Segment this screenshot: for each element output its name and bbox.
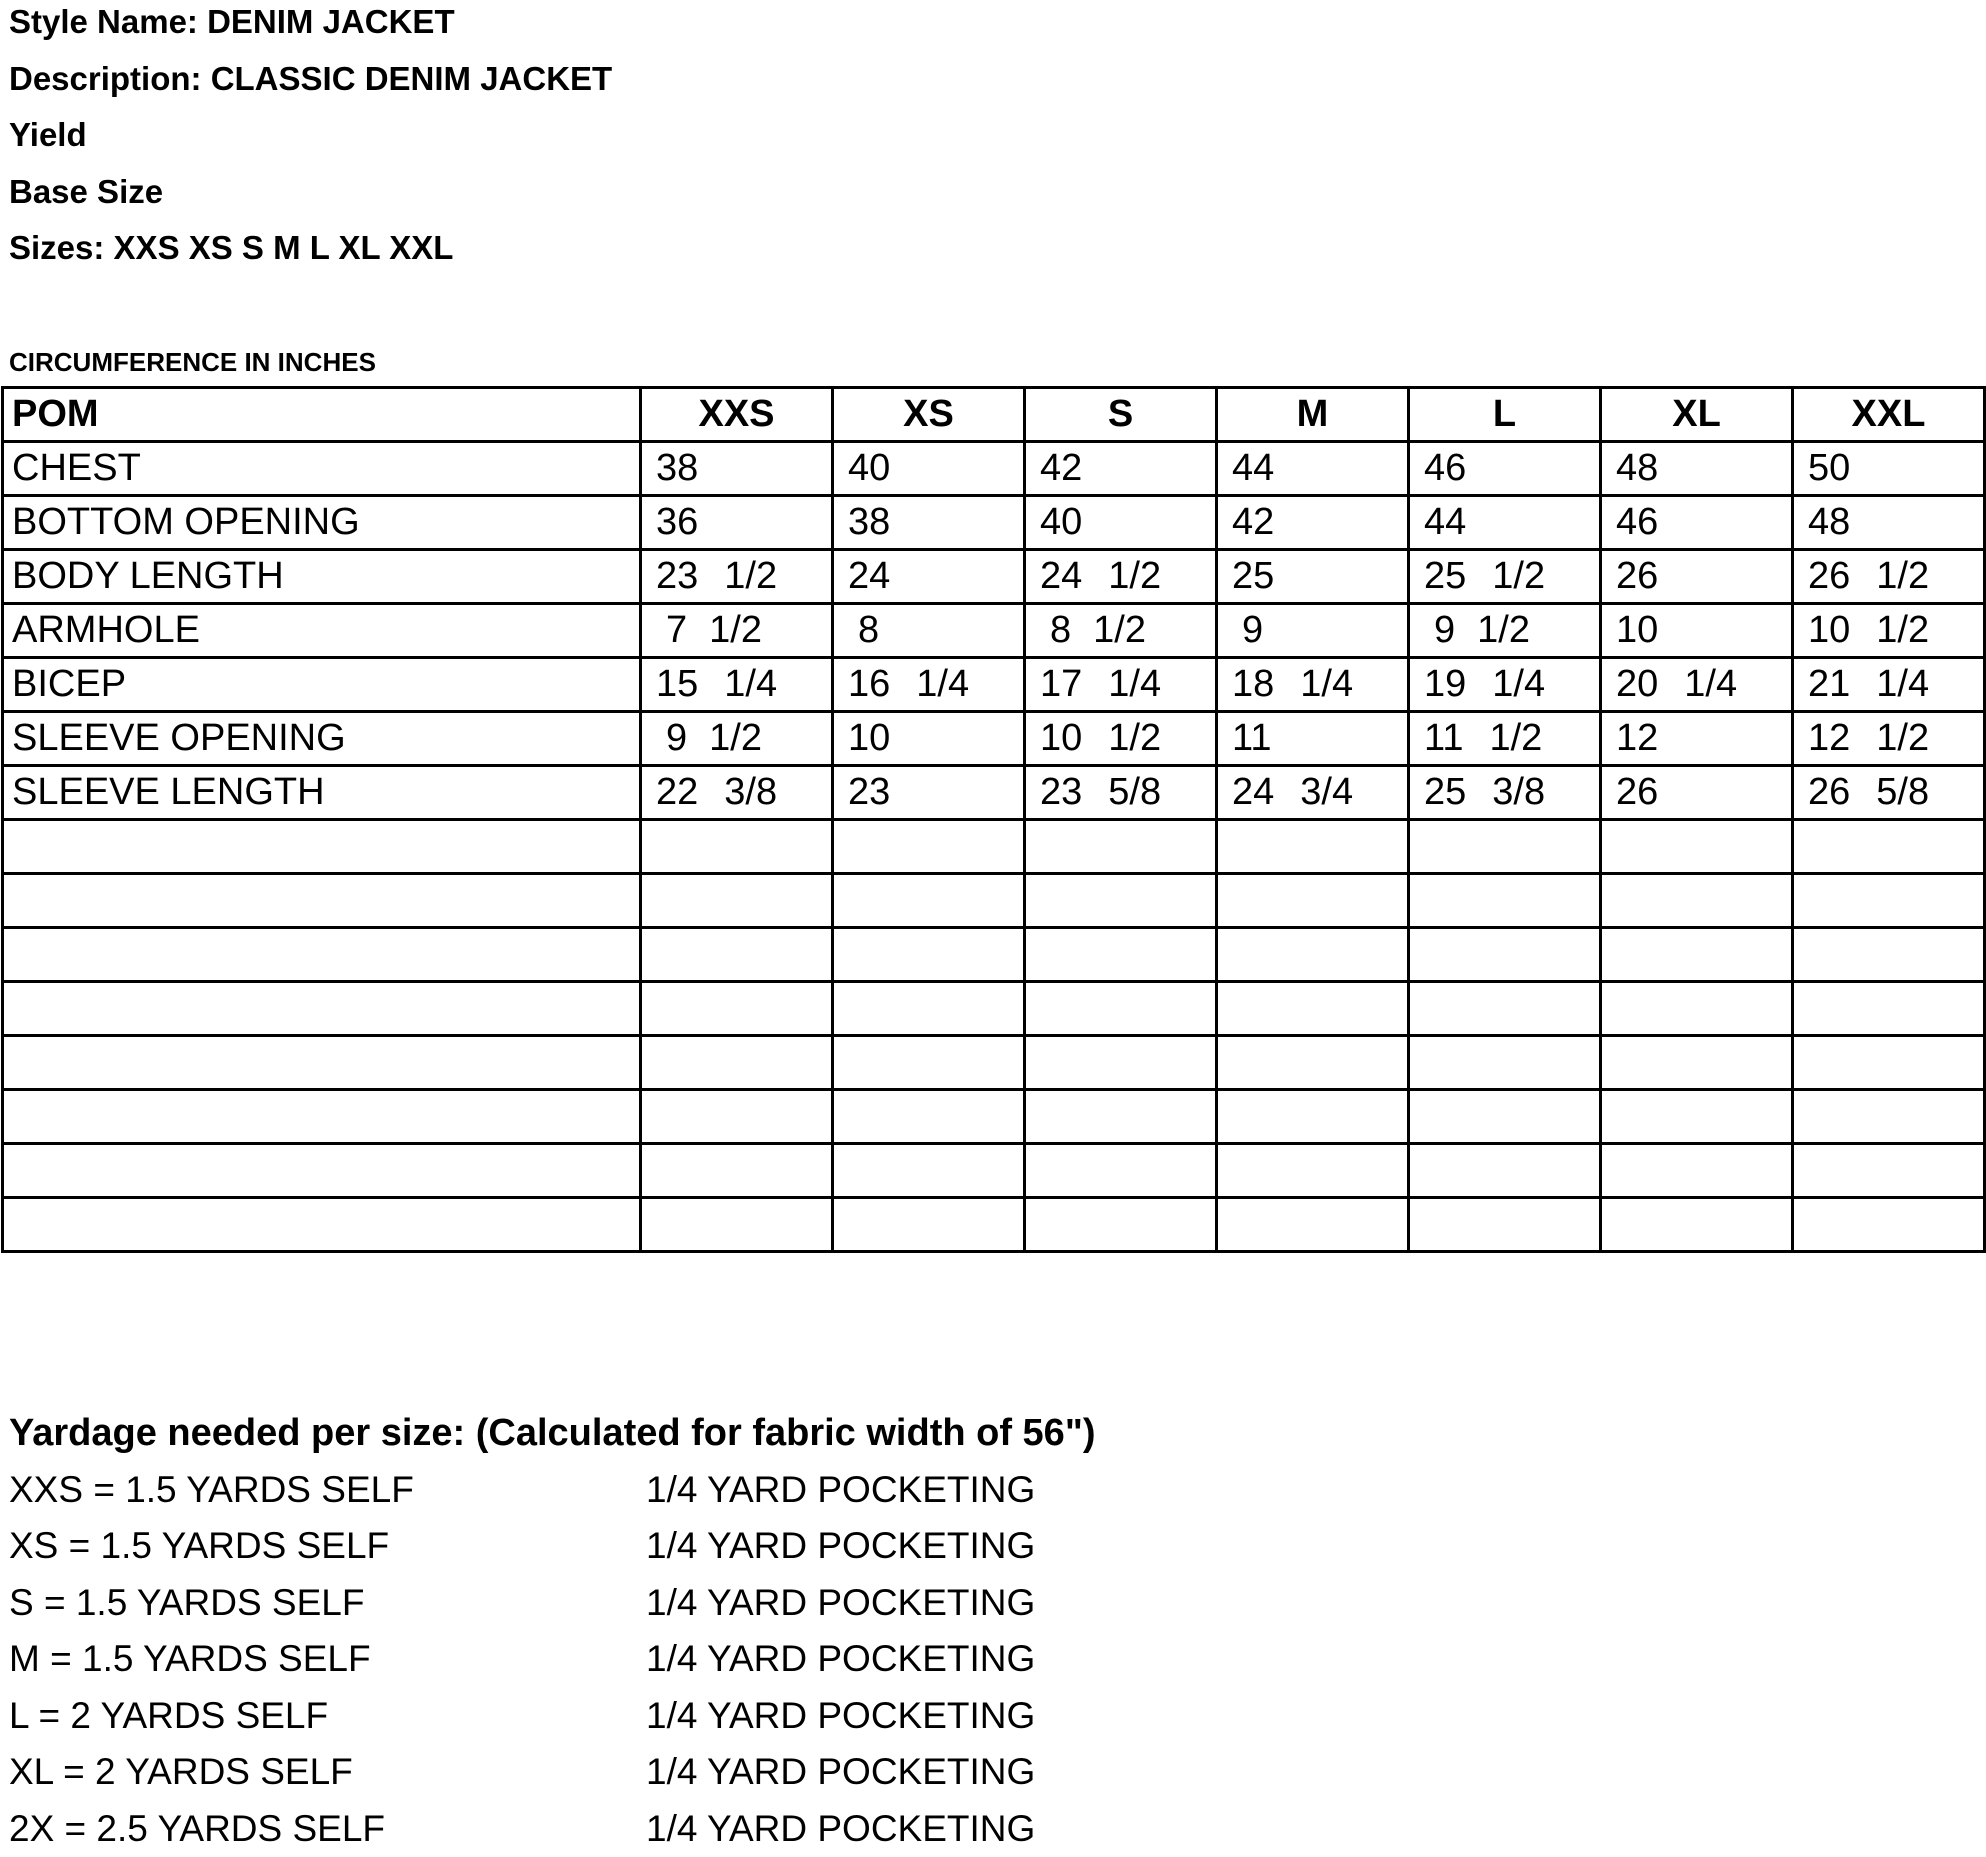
empty-cell bbox=[1793, 820, 1985, 874]
measurement-cell bbox=[1025, 496, 1217, 550]
table-row bbox=[3, 712, 1985, 766]
measurement-whole: 16 bbox=[848, 663, 890, 705]
empty-cell bbox=[1793, 1198, 1985, 1252]
measurement-cell bbox=[641, 442, 833, 496]
measurement-whole: 38 bbox=[656, 447, 698, 489]
column-header-size: L bbox=[1409, 388, 1601, 442]
table-row bbox=[3, 658, 1985, 712]
measurement-cell bbox=[1217, 496, 1409, 550]
table-header-row bbox=[3, 388, 1985, 442]
measurement-cell bbox=[1601, 442, 1793, 496]
measurement-fraction: 1/2 bbox=[1108, 713, 1161, 764]
measurement-whole: 44 bbox=[1424, 501, 1466, 543]
empty-cell bbox=[3, 1090, 641, 1144]
measurement-fraction: 1/2 bbox=[1093, 605, 1146, 656]
measurement-fraction: 1/2 bbox=[1108, 551, 1161, 602]
measurement-cell bbox=[1601, 712, 1793, 766]
empty-cell bbox=[1793, 1036, 1985, 1090]
measurement-whole: 26 bbox=[1808, 771, 1850, 813]
measurement-cell bbox=[1601, 496, 1793, 550]
measurement-fraction: 1/2 bbox=[1876, 713, 1929, 764]
measurement-whole: 22 bbox=[656, 771, 698, 813]
measurement-cell bbox=[1409, 712, 1601, 766]
empty-cell bbox=[1409, 874, 1601, 928]
table-caption: CIRCUMFERENCE IN INCHES bbox=[9, 347, 376, 377]
measurement-cell bbox=[1025, 604, 1217, 658]
measurement-whole: 12 bbox=[1808, 717, 1850, 759]
measurement-cell bbox=[1409, 550, 1601, 604]
empty-cell bbox=[1217, 1090, 1409, 1144]
measurement-fraction: 1/2 bbox=[709, 713, 762, 764]
measurement-cell bbox=[1025, 442, 1217, 496]
empty-cell bbox=[1793, 928, 1985, 982]
empty-cell bbox=[1217, 1036, 1409, 1090]
empty-row bbox=[3, 1198, 1985, 1252]
measurement-cell bbox=[1793, 658, 1985, 712]
measurement-cell bbox=[833, 442, 1025, 496]
measurement-whole: 10 bbox=[1616, 609, 1658, 651]
description: Description: CLASSIC DENIM JACKET bbox=[9, 57, 612, 114]
empty-cell bbox=[1793, 874, 1985, 928]
empty-cell bbox=[833, 1198, 1025, 1252]
table-row bbox=[3, 604, 1985, 658]
measurement-cell bbox=[641, 550, 833, 604]
empty-cell bbox=[641, 1144, 833, 1198]
measurement-whole: 36 bbox=[656, 501, 698, 543]
measurement-whole: 10 bbox=[1040, 717, 1082, 759]
empty-cell bbox=[1601, 1090, 1793, 1144]
yardage-row bbox=[9, 1518, 1096, 1575]
empty-cell bbox=[1217, 820, 1409, 874]
measurement-whole: 50 bbox=[1808, 447, 1850, 489]
measurement-cell bbox=[1217, 604, 1409, 658]
measurement-whole: 26 bbox=[1616, 555, 1658, 597]
measurement-cell bbox=[1025, 766, 1217, 820]
empty-cell bbox=[1793, 1090, 1985, 1144]
self-yardage: M = 1.5 YARDS SELF bbox=[9, 1631, 371, 1687]
empty-cell bbox=[1601, 1036, 1793, 1090]
pocketing-yardage: 1/4 YARD POCKETING bbox=[646, 1744, 1035, 1800]
empty-row bbox=[3, 820, 1985, 874]
measurement-cell bbox=[1217, 550, 1409, 604]
yardage-list bbox=[9, 1462, 1096, 1857]
measurement-whole: 42 bbox=[1232, 501, 1274, 543]
empty-cell bbox=[1409, 1036, 1601, 1090]
empty-cell bbox=[1409, 982, 1601, 1036]
empty-cell bbox=[3, 1144, 641, 1198]
empty-cell bbox=[1409, 1090, 1601, 1144]
empty-cell bbox=[3, 1198, 641, 1252]
measurement-whole: 11 bbox=[1424, 717, 1463, 759]
empty-cell bbox=[1601, 982, 1793, 1036]
measurement-whole: 24 bbox=[1040, 555, 1082, 597]
empty-cell bbox=[3, 1036, 641, 1090]
measurement-fraction: 3/8 bbox=[1492, 767, 1545, 818]
measurement-fraction: 1/4 bbox=[1684, 659, 1737, 710]
measurement-whole: 7 bbox=[666, 609, 687, 651]
empty-cell bbox=[1409, 820, 1601, 874]
empty-row bbox=[3, 982, 1985, 1036]
empty-cell bbox=[1601, 1198, 1793, 1252]
measurement-cell bbox=[833, 658, 1025, 712]
pocketing-yardage: 1/4 YARD POCKETING bbox=[646, 1518, 1035, 1574]
pom-cell: ARMHOLE bbox=[3, 604, 641, 658]
measurement-whole: 26 bbox=[1808, 555, 1850, 597]
empty-cell bbox=[1217, 982, 1409, 1036]
measurement-fraction: 1/2 bbox=[1489, 713, 1542, 764]
measurement-whole: 23 bbox=[1040, 771, 1082, 813]
measurement-whole: 26 bbox=[1616, 771, 1658, 813]
pom-cell: SLEEVE OPENING bbox=[3, 712, 641, 766]
yardage-row bbox=[9, 1631, 1096, 1688]
empty-cell bbox=[641, 874, 833, 928]
measurement-cell bbox=[1217, 766, 1409, 820]
column-header-size: XXL bbox=[1793, 388, 1985, 442]
measurement-cell bbox=[1025, 550, 1217, 604]
measurement-whole: 9 bbox=[666, 717, 687, 759]
self-yardage: L = 2 YARDS SELF bbox=[9, 1688, 328, 1744]
empty-cell bbox=[1409, 1144, 1601, 1198]
empty-cell bbox=[1025, 1036, 1217, 1090]
measurement-cell bbox=[1601, 658, 1793, 712]
yardage-row bbox=[9, 1688, 1096, 1745]
empty-cell bbox=[1025, 1144, 1217, 1198]
pom-cell: BICEP bbox=[3, 658, 641, 712]
empty-cell bbox=[1025, 874, 1217, 928]
empty-cell bbox=[1601, 928, 1793, 982]
yardage-title: Yardage needed per size: (Calculated for fabric width of 56") bbox=[9, 1405, 1096, 1462]
measurement-fraction: 1/4 bbox=[916, 659, 969, 710]
measurement-fraction: 3/8 bbox=[724, 767, 777, 818]
measurement-cell bbox=[641, 496, 833, 550]
empty-cell bbox=[833, 1036, 1025, 1090]
empty-cell bbox=[833, 982, 1025, 1036]
yield-label: Yield bbox=[9, 113, 612, 170]
measurement-cell bbox=[1793, 604, 1985, 658]
measurement-cell bbox=[641, 712, 833, 766]
measurement-whole: 10 bbox=[1808, 609, 1850, 651]
measurement-whole: 46 bbox=[1616, 501, 1658, 543]
measurement-cell bbox=[1217, 658, 1409, 712]
measurement-whole: 9 bbox=[1434, 609, 1455, 651]
measurement-whole: 8 bbox=[1050, 609, 1071, 651]
measurement-whole: 9 bbox=[1242, 609, 1263, 651]
measurement-whole: 10 bbox=[848, 717, 890, 759]
measurement-whole: 23 bbox=[656, 555, 698, 597]
empty-cell bbox=[1217, 874, 1409, 928]
measurement-whole: 18 bbox=[1232, 663, 1274, 705]
measurement-cell bbox=[1793, 766, 1985, 820]
table-row bbox=[3, 766, 1985, 820]
measurement-cell bbox=[1025, 712, 1217, 766]
measurement-cell bbox=[641, 604, 833, 658]
measurement-whole: 11 bbox=[1232, 717, 1271, 759]
measurement-fraction: 1/4 bbox=[1876, 659, 1929, 710]
empty-cell bbox=[1793, 1144, 1985, 1198]
measurement-cell bbox=[1793, 712, 1985, 766]
measurement-cell bbox=[1025, 658, 1217, 712]
empty-cell bbox=[1025, 820, 1217, 874]
self-yardage: XS = 1.5 YARDS SELF bbox=[9, 1518, 389, 1574]
empty-cell bbox=[641, 820, 833, 874]
measurement-fraction: 3/4 bbox=[1300, 767, 1353, 818]
yardage-row bbox=[9, 1575, 1096, 1632]
empty-row bbox=[3, 1090, 1985, 1144]
sizes-list: Sizes: XXS XS S M L XL XXL bbox=[9, 226, 612, 283]
empty-cell bbox=[641, 928, 833, 982]
measurement-fraction: 1/4 bbox=[724, 659, 777, 710]
empty-cell bbox=[1025, 1090, 1217, 1144]
measurement-fraction: 5/8 bbox=[1108, 767, 1161, 818]
empty-cell bbox=[3, 928, 641, 982]
measurement-cell bbox=[1409, 766, 1601, 820]
empty-cell bbox=[1409, 1198, 1601, 1252]
measurement-cell bbox=[1409, 496, 1601, 550]
table-row bbox=[3, 550, 1985, 604]
empty-row bbox=[3, 928, 1985, 982]
measurement-cell bbox=[833, 766, 1025, 820]
empty-cell bbox=[641, 982, 833, 1036]
yardage-row bbox=[9, 1462, 1096, 1519]
measurement-table bbox=[1, 386, 1986, 1253]
measurement-fraction: 1/2 bbox=[724, 551, 777, 602]
measurement-whole: 15 bbox=[656, 663, 698, 705]
measurement-fraction: 1/2 bbox=[709, 605, 762, 656]
measurement-fraction: 1/4 bbox=[1492, 659, 1545, 710]
measurement-whole: 46 bbox=[1424, 447, 1466, 489]
empty-row bbox=[3, 1144, 1985, 1198]
pocketing-yardage: 1/4 YARD POCKETING bbox=[646, 1462, 1035, 1518]
empty-cell bbox=[3, 874, 641, 928]
pom-cell: BODY LENGTH bbox=[3, 550, 641, 604]
measurement-cell bbox=[1793, 550, 1985, 604]
empty-cell bbox=[641, 1036, 833, 1090]
empty-cell bbox=[833, 1144, 1025, 1198]
empty-cell bbox=[641, 1090, 833, 1144]
empty-cell bbox=[1025, 1198, 1217, 1252]
self-yardage: 2X = 2.5 YARDS SELF bbox=[9, 1801, 385, 1857]
yardage-section bbox=[9, 1405, 1096, 1857]
measurement-whole: 17 bbox=[1040, 663, 1082, 705]
measurement-whole: 48 bbox=[1808, 501, 1850, 543]
measurement-cell bbox=[833, 496, 1025, 550]
pom-cell: SLEEVE LENGTH bbox=[3, 766, 641, 820]
empty-cell bbox=[1025, 928, 1217, 982]
empty-cell bbox=[1217, 1198, 1409, 1252]
column-header-size: S bbox=[1025, 388, 1217, 442]
measurement-cell bbox=[1217, 712, 1409, 766]
self-yardage: S = 1.5 YARDS SELF bbox=[9, 1575, 364, 1631]
pocketing-yardage: 1/4 YARD POCKETING bbox=[646, 1631, 1035, 1687]
table-row bbox=[3, 442, 1985, 496]
measurement-cell bbox=[641, 766, 833, 820]
measurement-fraction: 1/4 bbox=[1108, 659, 1161, 710]
measurement-whole: 20 bbox=[1616, 663, 1658, 705]
measurement-cell bbox=[1601, 766, 1793, 820]
spec-header bbox=[9, 0, 612, 283]
empty-cell bbox=[1793, 982, 1985, 1036]
measurement-whole: 44 bbox=[1232, 447, 1274, 489]
yardage-row bbox=[9, 1744, 1096, 1801]
measurement-fraction: 5/8 bbox=[1876, 767, 1929, 818]
empty-cell bbox=[833, 928, 1025, 982]
table-row bbox=[3, 496, 1985, 550]
measurement-fraction: 1/2 bbox=[1876, 605, 1929, 656]
measurement-whole: 42 bbox=[1040, 447, 1082, 489]
measurement-whole: 40 bbox=[848, 447, 890, 489]
empty-cell bbox=[1601, 874, 1793, 928]
measurement-whole: 23 bbox=[848, 771, 890, 813]
measurement-cell bbox=[1409, 442, 1601, 496]
empty-cell bbox=[1217, 928, 1409, 982]
measurement-whole: 24 bbox=[848, 555, 890, 597]
measurement-whole: 40 bbox=[1040, 501, 1082, 543]
measurement-cell bbox=[1601, 550, 1793, 604]
pocketing-yardage: 1/4 YARD POCKETING bbox=[646, 1575, 1035, 1631]
column-header-pom: POM bbox=[3, 388, 641, 442]
measurement-whole: 12 bbox=[1616, 717, 1658, 759]
measurement-fraction: 1/2 bbox=[1477, 605, 1530, 656]
empty-cell bbox=[1025, 982, 1217, 1036]
measurement-fraction: 1/2 bbox=[1492, 551, 1545, 602]
style-name: Style Name: DENIM JACKET bbox=[9, 0, 612, 57]
self-yardage: XL = 2 YARDS SELF bbox=[9, 1744, 353, 1800]
measurement-whole: 38 bbox=[848, 501, 890, 543]
measurement-fraction: 1/2 bbox=[1876, 551, 1929, 602]
measurement-whole: 21 bbox=[1808, 663, 1850, 705]
base-size-label: Base Size bbox=[9, 170, 612, 227]
empty-cell bbox=[641, 1198, 833, 1252]
empty-cell bbox=[1601, 820, 1793, 874]
empty-cell bbox=[833, 820, 1025, 874]
measurement-fraction: 1/4 bbox=[1300, 659, 1353, 710]
measurement-whole: 25 bbox=[1424, 555, 1466, 597]
measurement-whole: 8 bbox=[858, 609, 879, 651]
measurement-cell bbox=[833, 550, 1025, 604]
measurement-whole: 25 bbox=[1424, 771, 1466, 813]
yardage-row bbox=[9, 1801, 1096, 1857]
measurement-cell bbox=[641, 658, 833, 712]
empty-cell bbox=[3, 982, 641, 1036]
column-header-size: XS bbox=[833, 388, 1025, 442]
empty-row bbox=[3, 1036, 1985, 1090]
measurement-cell bbox=[1409, 604, 1601, 658]
column-header-size: XL bbox=[1601, 388, 1793, 442]
measurement-cell bbox=[1601, 604, 1793, 658]
empty-cell bbox=[1217, 1144, 1409, 1198]
measurement-whole: 25 bbox=[1232, 555, 1274, 597]
column-header-size: XXS bbox=[641, 388, 833, 442]
pocketing-yardage: 1/4 YARD POCKETING bbox=[646, 1801, 1035, 1857]
measurement-whole: 48 bbox=[1616, 447, 1658, 489]
pom-cell: BOTTOM OPENING bbox=[3, 496, 641, 550]
empty-cell bbox=[833, 1090, 1025, 1144]
measurement-cell bbox=[833, 604, 1025, 658]
measurement-whole: 19 bbox=[1424, 663, 1466, 705]
measurement-whole: 24 bbox=[1232, 771, 1274, 813]
measurement-cell bbox=[1793, 442, 1985, 496]
self-yardage: XXS = 1.5 YARDS SELF bbox=[9, 1462, 414, 1518]
empty-cell bbox=[1601, 1144, 1793, 1198]
pom-cell: CHEST bbox=[3, 442, 641, 496]
empty-cell bbox=[833, 874, 1025, 928]
measurement-cell bbox=[833, 712, 1025, 766]
measurement-cell bbox=[1217, 442, 1409, 496]
empty-cell bbox=[1409, 928, 1601, 982]
column-header-size: M bbox=[1217, 388, 1409, 442]
empty-cell bbox=[3, 820, 641, 874]
measurement-cell bbox=[1793, 496, 1985, 550]
pocketing-yardage: 1/4 YARD POCKETING bbox=[646, 1688, 1035, 1744]
empty-row bbox=[3, 874, 1985, 928]
measurement-cell bbox=[1409, 658, 1601, 712]
